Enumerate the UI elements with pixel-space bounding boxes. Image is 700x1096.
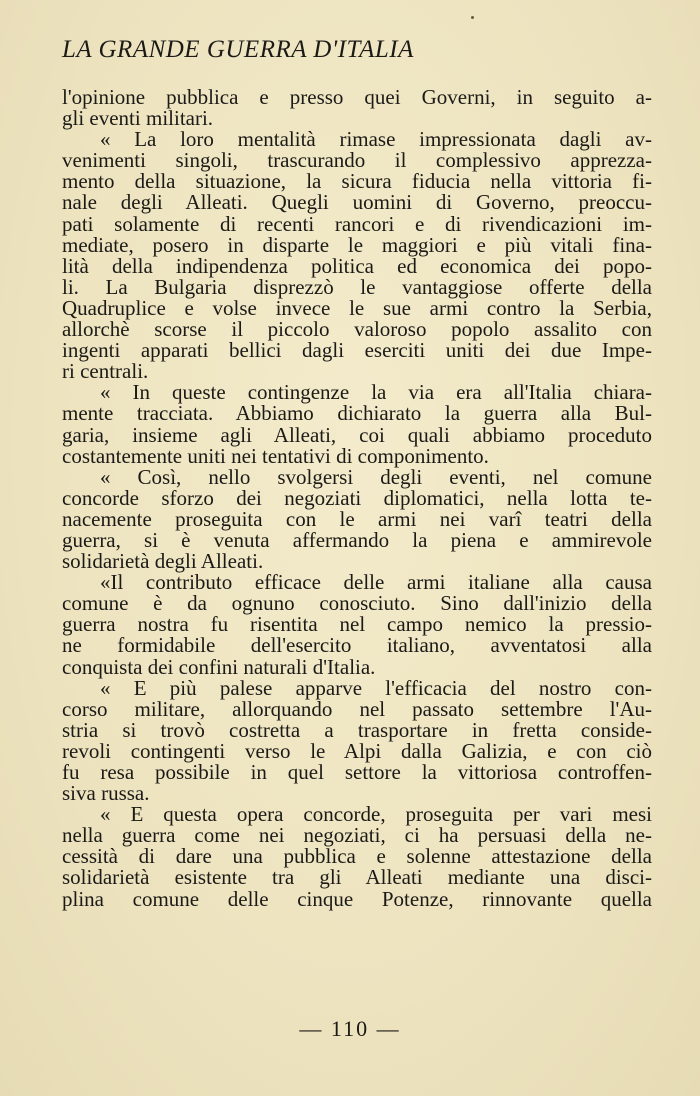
text-line: guerra nostra fu risentita nel campo nemico la pressio- [62, 612, 652, 637]
text-line: corso militare, allorquando nel passato settembre l'Au- [62, 696, 652, 721]
text-line: conquista dei confini naturali d'Italia. [62, 654, 376, 679]
text-line: pati solamente di recenti rancori e di rivendicazioni im- [62, 211, 652, 236]
text-line: « La loro mentalità rimase impressionata dagli av- [100, 127, 652, 152]
text-line: garia, insieme agli Alleati, coi quali abbiamo proceduto [62, 422, 652, 447]
text-line: solidarietà esistente tra gli Alleati mediante una disci- [62, 865, 652, 890]
page-number: — 110 — [299, 1016, 401, 1041]
text-line: li. La Bulgaria disprezzò le vantaggiose offerte della [62, 274, 652, 299]
text-line: Quadruplice e volse invece le sue armi contro la Serbia, [62, 295, 652, 320]
body-text [62, 87, 652, 910]
text-line: mediate, posero in disparte le maggiori e più vitali fina- [62, 232, 652, 257]
text-line: venimenti singoli, trascurando il complessivo apprezza- [62, 148, 652, 173]
text-line: gli eventi militari. [62, 106, 214, 131]
text-line: ingenti apparati bellici dagli eserciti uniti dei due Impe- [62, 338, 652, 363]
paper-speck [471, 16, 474, 19]
text-line: nacemente proseguita con le armi nei varî teatri della [62, 506, 652, 531]
text-line: siva russa. [62, 781, 150, 806]
text-line: nale degli Alleati. Quegli uomini di Governo, preoccu- [62, 190, 652, 215]
text-line: ne formidabile dell'esercito italiano, avventatosi alla [62, 633, 652, 658]
text-line: guerra, si è venuta affermando la piena e ammirevole [62, 527, 652, 552]
text-line: « E più palese apparve l'efficacia del nostro con- [100, 675, 652, 700]
text-line: concorde sforzo dei negoziati diplomatici, nella lotta te- [62, 485, 652, 510]
text-line: « Così, nello svolgersi degli eventi, nel comune [100, 464, 652, 489]
text-line: stria si trovò costretta a trasportare in fretta conside- [62, 717, 652, 742]
text-line: comune è da ognuno conosciuto. Sino dall'inizio della [62, 591, 652, 616]
running-title: LA GRANDE GUERRA D'ITALIA [62, 36, 414, 63]
text-line: mento della situazione, la sicura fiducia nella vittoria fi- [62, 169, 652, 194]
text-line: l'opinione pubblica e presso quei Governi, in seguito a- [62, 85, 652, 109]
text-line: revoli contingenti verso le Alpi dalla Galizia, e con ciò [62, 738, 652, 763]
text-line: allorchè scorse il piccolo valoroso popolo assalito con [62, 317, 652, 342]
text-line: cessità di dare una pubblica e solenne attestazione della [62, 844, 652, 869]
text-line: fu resa possibile in quel settore la vittoriosa controffen- [62, 760, 652, 784]
text-line: « In queste contingenze la via era all'Italia chiara- [100, 380, 652, 405]
text-line: mente tracciata. Abbiamo dichiarato la guerra alla Bul- [62, 401, 652, 426]
text-line: nella guerra come nei negoziati, ci ha persuasi della ne- [62, 823, 652, 848]
text-line: plina comune delle cinque Potenze, rinnovante quella [62, 886, 652, 911]
text-line: « E questa opera concorde, proseguita per vari mesi [100, 802, 652, 827]
text-line: solidarietà degli Alleati. [62, 549, 264, 574]
text-line: costantemente uniti nei tentativi di componimento. [62, 443, 489, 468]
text-line: ri centrali. [62, 359, 149, 384]
text-line: lità della indipendenza politica ed economica dei popo- [62, 253, 652, 278]
text-line: «Il contributo efficace delle armi italiane alla causa [100, 570, 652, 595]
